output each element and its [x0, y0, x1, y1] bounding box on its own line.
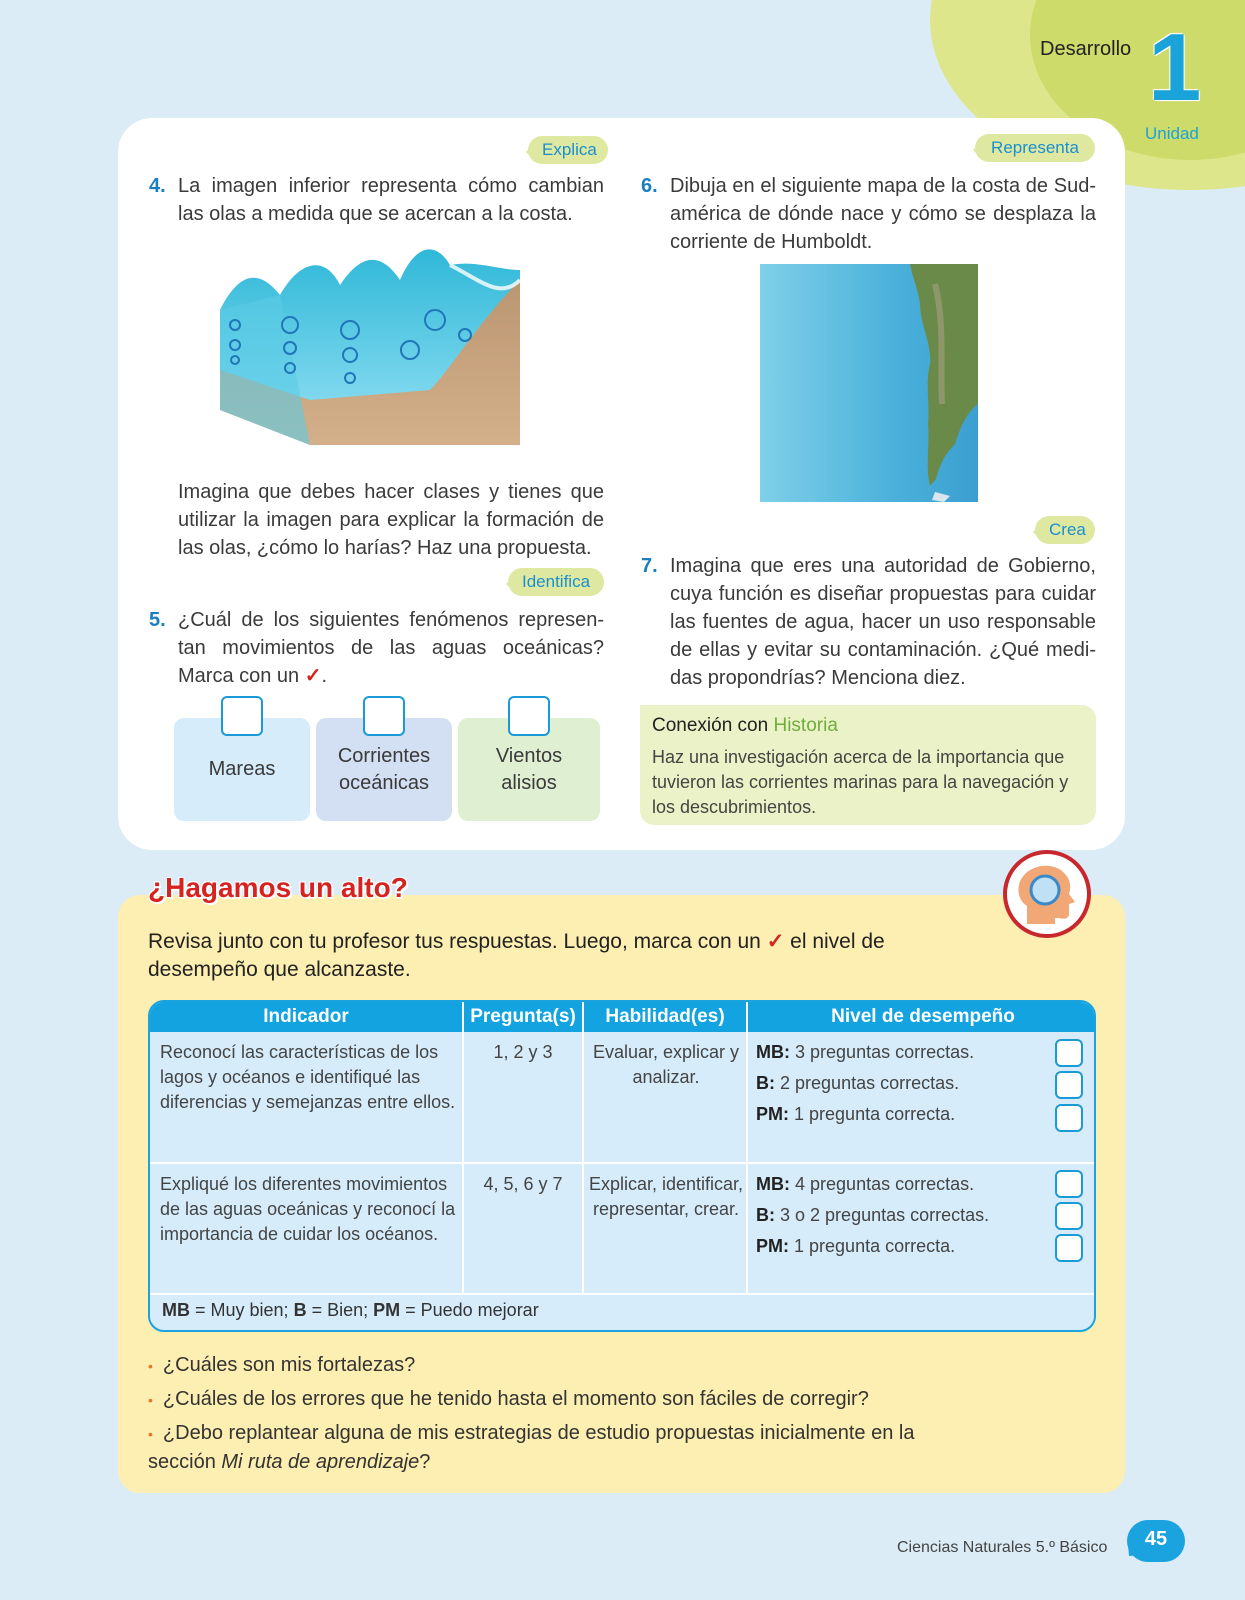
- level-row: [756, 1172, 974, 1197]
- question-4-followup: [178, 478, 604, 562]
- tag-identifica: Identifica: [508, 568, 604, 596]
- level-checkbox[interactable]: [1055, 1039, 1083, 1067]
- level-checkbox[interactable]: [1055, 1170, 1083, 1198]
- table-cell-indicador: Reconocí las características de los lagos y océanos e identifiqué las diferencias y semejanzas entre ellos.: [160, 1042, 456, 1112]
- performance-table: [148, 1000, 1096, 1332]
- table-header-nivel: Nivel de desempeño: [748, 1002, 1096, 1032]
- level-text: 4 preguntas correctas.: [795, 1174, 975, 1194]
- legend-code: B: [293, 1300, 307, 1320]
- option-label: Vientos alisios: [495, 744, 563, 794]
- south-america-map[interactable]: [760, 264, 978, 502]
- question-number: 5.: [149, 609, 166, 631]
- question-number: 4.: [149, 175, 166, 197]
- reflection-item: [148, 1351, 415, 1380]
- connection-body: Haz una investigación acerca de la importancia que tuvieron las corrientes marinas para la navegación y los descubrimientos.: [652, 747, 1069, 817]
- reflection-item: [148, 1385, 869, 1414]
- instruction-text-a: Revisa junto con tu profesor tus respuestas. Luego, marca con un: [148, 930, 761, 953]
- question-6: [641, 172, 1096, 256]
- option-checkbox[interactable]: [508, 696, 550, 736]
- reflection-text: ¿Debo replantear alguna de mis estrategias de estudio propuestas inicialmente en la sección: [148, 1422, 915, 1473]
- table-cell-indicador: Expliqué los diferentes movimientos de las aguas oceánicas y reconocí la importancia de cuidar los océanos.: [160, 1174, 456, 1244]
- wave-illustration: [220, 240, 536, 465]
- legend-text: = Puedo mejorar: [400, 1300, 539, 1320]
- question-text-end: .: [321, 665, 328, 687]
- option-mareas: [174, 718, 310, 821]
- table-header-indicador: Indicador: [150, 1002, 462, 1032]
- bullet-icon: •: [148, 1392, 153, 1408]
- section-label: Desarrollo: [1040, 38, 1132, 60]
- bullet-icon: •: [148, 1358, 153, 1374]
- question-followup-text: Imagina que debes hacer clases y tienes que utilizar la imagen para explicar la formación de las olas, ¿cómo lo harías? Haz una propuesta.: [178, 481, 604, 559]
- level-code: MB:: [756, 1174, 790, 1194]
- page-number: 45: [1127, 1520, 1185, 1562]
- connection-title: [652, 715, 838, 737]
- level-checkbox[interactable]: [1055, 1234, 1083, 1262]
- unit-number: 1: [1148, 14, 1202, 121]
- bullet-icon: •: [148, 1426, 153, 1442]
- level-checkbox[interactable]: [1055, 1071, 1083, 1099]
- question-text: [178, 606, 604, 690]
- question-text-main: ¿Cuál de los siguientes fenómenos represen-tan movimientos de las aguas oceánicas? Marca con un: [178, 609, 604, 687]
- level-text: 1 pregunta correcta.: [794, 1236, 956, 1256]
- level-code: PM:: [756, 1236, 789, 1256]
- level-row: [756, 1040, 974, 1065]
- level-text: 3 o 2 preguntas correctas.: [780, 1205, 990, 1225]
- table-header-habilidades: Habilidad(es): [584, 1002, 746, 1032]
- tag-explica: Explica: [528, 136, 608, 164]
- option-checkbox[interactable]: [221, 696, 263, 736]
- legend-text: = Bien;: [306, 1300, 374, 1320]
- reflection-italic: Mi ruta de aprendizaje: [221, 1451, 420, 1473]
- reflection-head-icon: [1003, 850, 1091, 938]
- self-assessment-title: ¿Hagamos un alto?: [148, 872, 408, 903]
- self-assessment-instruction: [148, 928, 948, 984]
- level-row: [756, 1203, 989, 1228]
- level-row: [756, 1234, 955, 1259]
- tag-crea: Crea: [1035, 516, 1095, 544]
- reflection-text: ¿Cuáles de los errores que he tenido hasta el momento son fáciles de corregir?: [162, 1388, 869, 1410]
- table-cell-habilidades: Explicar, identificar, representar, crear.: [588, 1174, 744, 1219]
- option-vientos: [458, 718, 600, 821]
- question-7: [641, 552, 1096, 692]
- connection-subject: Historia: [773, 715, 838, 736]
- level-checkbox[interactable]: [1055, 1104, 1083, 1132]
- question-number: 6.: [641, 175, 658, 197]
- table-cell-preguntas: 4, 5, 6 y 7: [483, 1174, 563, 1194]
- question-text: Imagina que eres una autoridad de Gobierno, cuya función es diseñar propuestas para cuidar las fuentes de agua, hacer un uso responsable de ellas y evitar su contaminación. ¿Qué medi-das propondrías? Menciona diez.: [670, 555, 1096, 689]
- level-code: B:: [756, 1205, 775, 1225]
- reflection-text: ¿Cuáles son mis fortalezas?: [162, 1354, 416, 1376]
- connection-prefix: Conexión con: [652, 715, 769, 736]
- option-checkbox[interactable]: [363, 696, 405, 736]
- level-code: PM:: [756, 1104, 789, 1124]
- question-text: La imagen inferior representa cómo cambian las olas a medida que se acercan a la costa.: [178, 175, 604, 225]
- book-title: Ciencias Naturales 5.º Básico: [897, 1539, 1108, 1556]
- level-code: B:: [756, 1073, 775, 1093]
- legend-code: MB: [162, 1300, 190, 1320]
- table-cell-habilidades: Evaluar, explicar y analizar.: [592, 1042, 740, 1087]
- level-text: 3 preguntas correctas.: [795, 1042, 975, 1062]
- question-number: 7.: [641, 555, 658, 577]
- option-corrientes: [316, 718, 452, 821]
- instruction-text-b: el nivel de desempeño que alcanzaste.: [148, 930, 885, 981]
- legend-code: PM: [373, 1300, 401, 1320]
- level-code: MB:: [756, 1042, 790, 1062]
- reflection-item: [148, 1419, 968, 1476]
- level-checkbox[interactable]: [1055, 1202, 1083, 1230]
- level-row: [756, 1071, 959, 1096]
- option-label: Mareas: [208, 758, 276, 780]
- level-row: [756, 1102, 955, 1127]
- unit-label: Unidad: [1145, 124, 1199, 143]
- tag-representa: Representa: [975, 134, 1095, 162]
- table-cell-preguntas: 1, 2 y 3: [493, 1042, 553, 1062]
- level-text: 2 preguntas correctas.: [780, 1073, 960, 1093]
- table-header-preguntas: Pregunta(s): [464, 1002, 582, 1032]
- level-text: 1 pregunta correcta.: [794, 1104, 956, 1124]
- question-4: [149, 172, 604, 228]
- check-mark-icon: ✓: [766, 930, 785, 953]
- legend-text: = Muy bien;: [190, 1300, 294, 1320]
- question-5: [149, 606, 604, 690]
- table-legend: [162, 1300, 539, 1321]
- option-label: Corrientes oceánicas: [337, 744, 431, 794]
- reflection-end: ?: [419, 1451, 431, 1473]
- check-mark-icon: ✓: [304, 665, 322, 687]
- question-text: Dibuja en el siguiente mapa de la costa de Sud-américa de dónde nace y cómo se desplaza la corriente de Humboldt.: [670, 175, 1096, 253]
